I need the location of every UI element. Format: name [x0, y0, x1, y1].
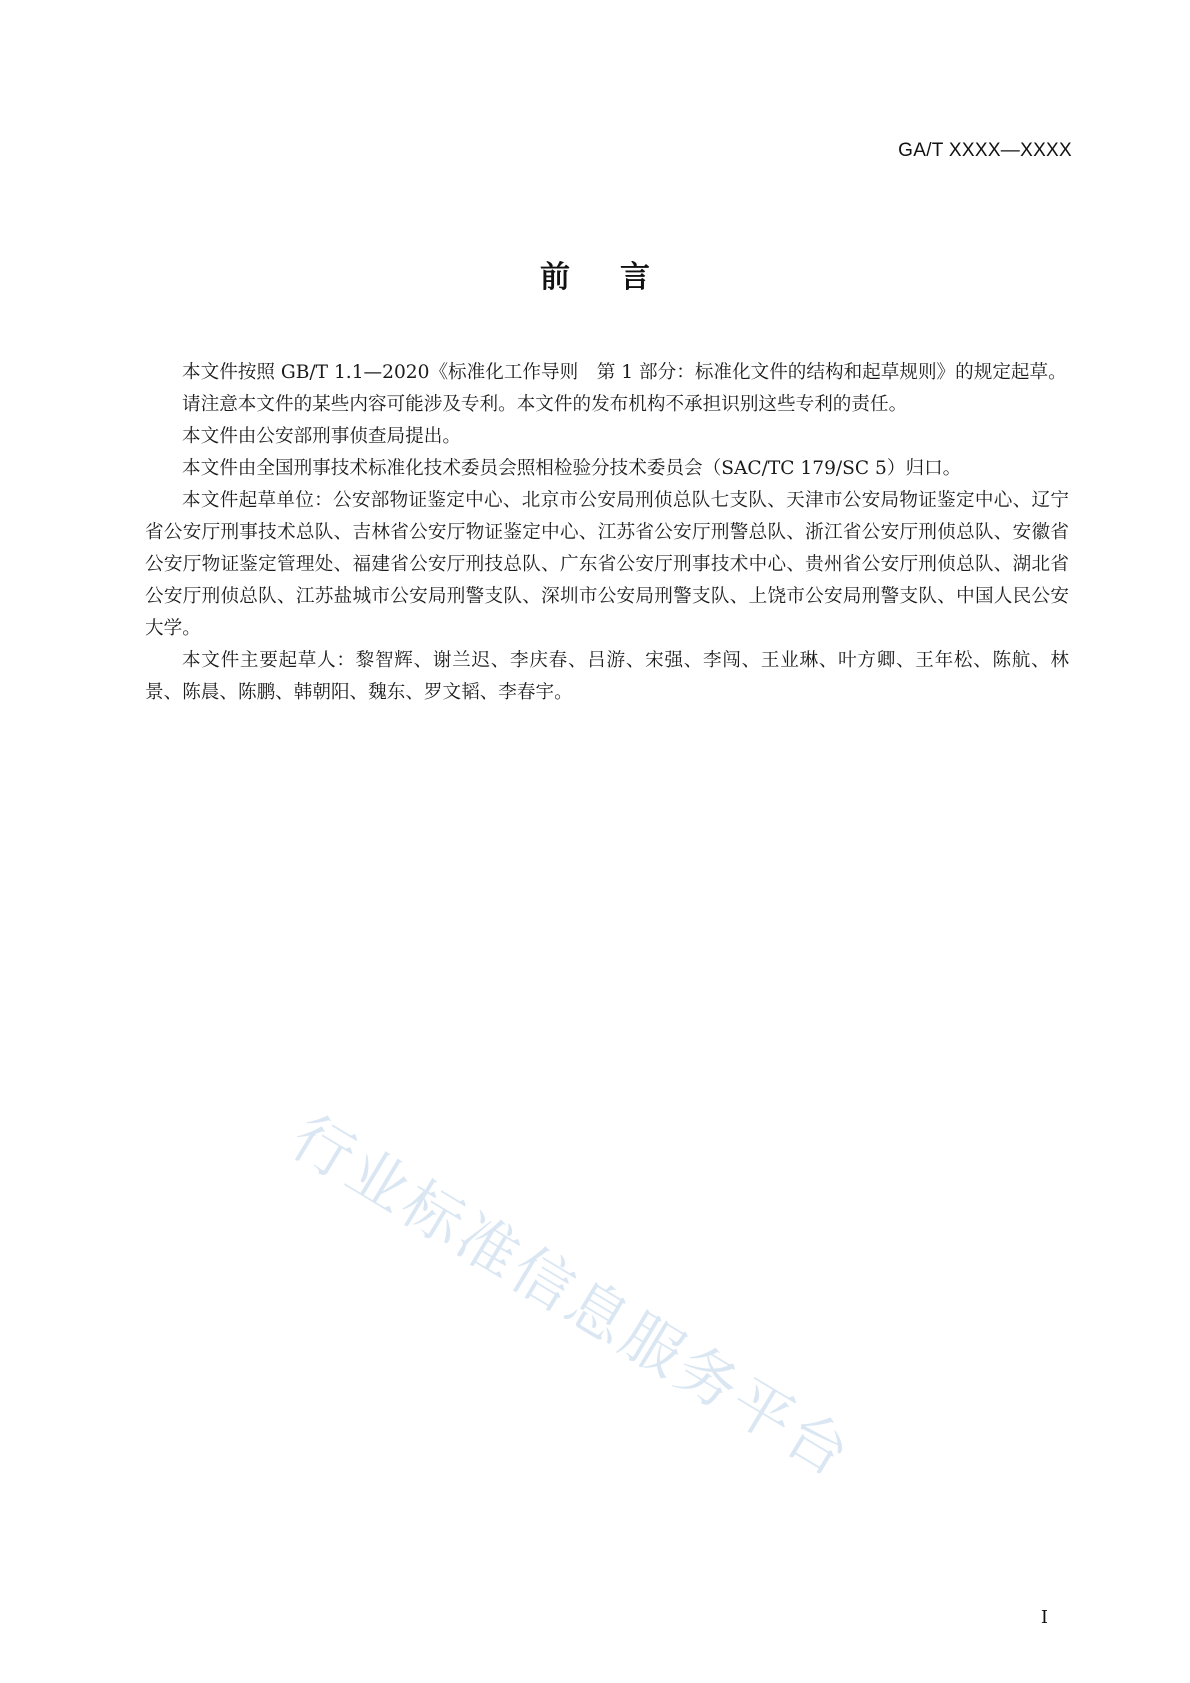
page-number: I	[1040, 1607, 1048, 1628]
paragraph-drafting-units: 本文件起草单位：公安部物证鉴定中心、北京市公安局刑侦总队七支队、天津市公安局物证鉴定中心、辽宁省公安厅刑事技术总队、吉林省公安厅物证鉴定中心、江苏省公安厅刑警总队、浙江省公安厅刑侦总队、安徽省公安厅物证鉴定管理处、福建省公安厅刑技总队、广东省公安厅刑事技术中心、贵州省公安厅刑侦总队、湖北省公安厅刑侦总队、江苏盐城市公安局刑警支队、深圳市公安局刑警支队、上饶市公安局刑警支队、中国人民公安大学。	[145, 490, 1069, 639]
paragraph-drafters: 本文件主要起草人：黎智辉、谢兰迟、李庆春、吕游、宋强、李闯、王业琳、叶方卿、王年松、陈航、林景、陈晨、陈鹏、韩朝阳、魏东、罗文韬、李春宇。	[145, 650, 1069, 703]
body-text	[145, 357, 1069, 709]
paragraph-drafting-rules: 本文件按照 GB/T 1.1—2020《标准化工作导则 第 1 部分：标准化文件的结构和起草规则》的规定起草。	[182, 362, 1067, 383]
page-title: 前言	[540, 260, 700, 295]
watermark: 行业标准信息服务平台	[279, 1102, 865, 1492]
paragraph-committee: 本文件由全国刑事技术标准化技术委员会照相检验分技术委员会（SAC/TC 179/SC 5）归口。	[182, 458, 962, 479]
document-code: GA/T XXXX—XXXX	[898, 140, 1072, 161]
paragraph-proposer: 本文件由公安部刑事侦查局提出。	[182, 426, 461, 447]
paragraph-patent-notice: 请注意本文件的某些内容可能涉及专利。本文件的发布机构不承担识别这些专利的责任。	[182, 394, 908, 415]
